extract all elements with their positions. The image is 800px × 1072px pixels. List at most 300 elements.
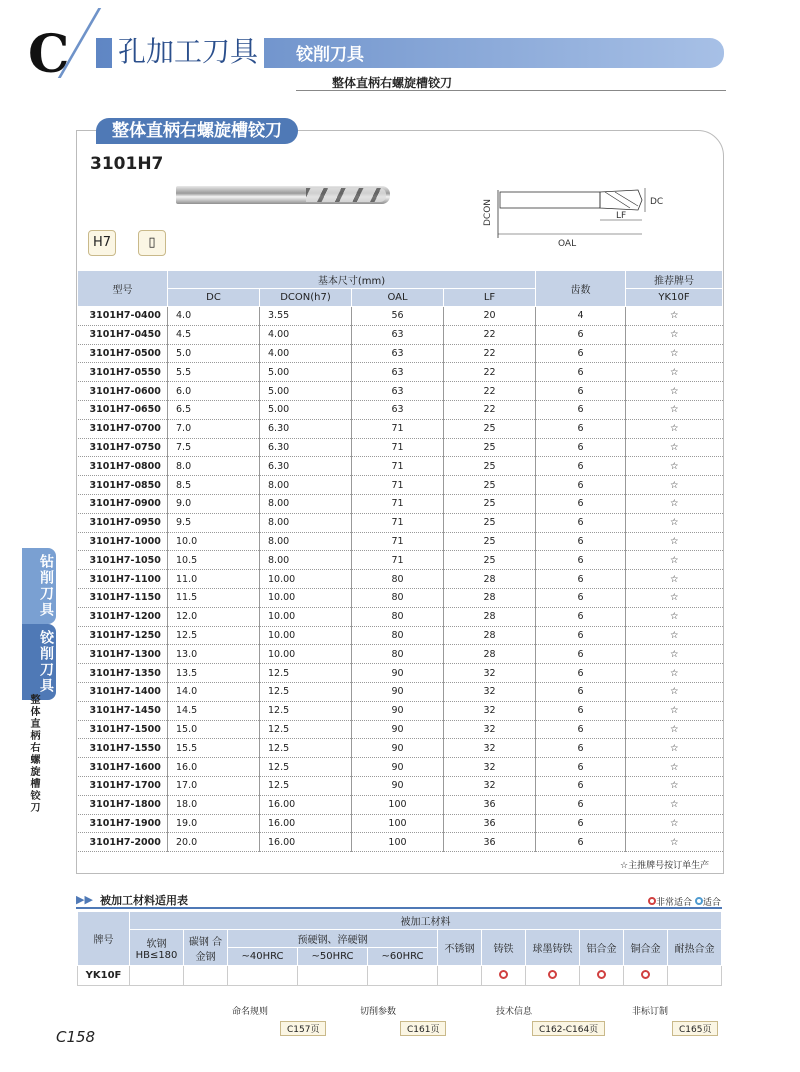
chapter-letter: C xyxy=(28,24,70,85)
table-cell: 4.0 xyxy=(168,307,260,326)
table-cell: ☆ xyxy=(626,664,723,683)
ref-tech-label: 技术信息 xyxy=(496,1007,533,1017)
table-cell: 3101H7-0950 xyxy=(78,513,168,532)
table-cell: 25 xyxy=(444,419,536,438)
table-cell: 12.5 xyxy=(260,682,352,701)
arrow-icon: ▶▶ xyxy=(76,893,93,906)
materials-cell xyxy=(228,966,298,986)
col-dc: DC xyxy=(168,289,260,307)
table-cell: 12.0 xyxy=(168,607,260,626)
table-cell: 4.00 xyxy=(260,325,352,344)
table-cell: 71 xyxy=(352,532,444,551)
dimension-diagram xyxy=(470,180,670,250)
table-cell: 8.0 xyxy=(168,457,260,476)
table-row xyxy=(78,701,723,720)
table-cell: 6.30 xyxy=(260,457,352,476)
header-divider xyxy=(296,90,726,91)
table-cell: 5.5 xyxy=(168,363,260,382)
table-cell: 6 xyxy=(536,739,626,758)
table-cell: 10.00 xyxy=(260,570,352,589)
table-cell: ☆ xyxy=(626,814,723,833)
table-cell: 25 xyxy=(444,532,536,551)
table-cell: 90 xyxy=(352,758,444,777)
table-cell: ☆ xyxy=(626,382,723,401)
table-cell: ☆ xyxy=(626,701,723,720)
table-cell: 71 xyxy=(352,513,444,532)
table-cell: ☆ xyxy=(626,776,723,795)
table-cell: 6.0 xyxy=(168,382,260,401)
table-cell: 28 xyxy=(444,607,536,626)
table-cell: ☆ xyxy=(626,645,723,664)
table-cell: 3101H7-1800 xyxy=(78,795,168,814)
table-cell: 7.0 xyxy=(168,419,260,438)
table-cell: 80 xyxy=(352,570,444,589)
table-row xyxy=(78,382,723,401)
table-cell: 6 xyxy=(536,382,626,401)
materials-cell xyxy=(624,966,668,986)
table-cell: ☆ xyxy=(626,438,723,457)
ref-custom[interactable] xyxy=(632,1004,718,1036)
table-cell: ☆ xyxy=(626,419,723,438)
table-cell: 3101H7-0800 xyxy=(78,457,168,476)
table-cell: 6 xyxy=(536,664,626,683)
materials-cell xyxy=(580,966,624,986)
table-cell: 3101H7-1700 xyxy=(78,776,168,795)
table-cell: 6 xyxy=(536,400,626,419)
table-cell: 100 xyxy=(352,833,444,852)
table-cell: 6 xyxy=(536,344,626,363)
table-cell: 6 xyxy=(536,626,626,645)
table-cell: 6 xyxy=(536,701,626,720)
materials-cell xyxy=(438,966,482,986)
table-cell: 22 xyxy=(444,363,536,382)
materials-table xyxy=(77,911,722,986)
subsection-title: 整体直柄右螺旋槽铰刀 xyxy=(332,76,453,90)
table-cell: 32 xyxy=(444,664,536,683)
table-row xyxy=(78,513,723,532)
table-row xyxy=(78,419,723,438)
col-basic-dims: 基本尺寸(mm) xyxy=(168,271,536,289)
materials-title: 被加工材料适用表 xyxy=(100,894,188,907)
very-suitable-icon xyxy=(548,970,557,979)
table-cell: ☆ xyxy=(626,758,723,777)
very-suitable-icon xyxy=(499,970,508,979)
table-cell: 25 xyxy=(444,457,536,476)
table-cell: 15.0 xyxy=(168,720,260,739)
legend-ok-label: 适合 xyxy=(702,898,721,908)
table-cell: ☆ xyxy=(626,795,723,814)
table-row xyxy=(78,532,723,551)
table-cell: 6.30 xyxy=(260,419,352,438)
table-cell: 6 xyxy=(536,607,626,626)
table-cell: 63 xyxy=(352,325,444,344)
table-cell: 4 xyxy=(536,307,626,326)
product-section-pill: 整体直柄右螺旋槽铰刀 xyxy=(96,118,298,144)
table-cell: 11.0 xyxy=(168,570,260,589)
table-cell: 3101H7-1200 xyxy=(78,607,168,626)
table-cell: ☆ xyxy=(626,400,723,419)
table-row xyxy=(78,664,723,683)
table-cell: 6 xyxy=(536,438,626,457)
table-cell: 12.5 xyxy=(260,776,352,795)
table-cell: 3101H7-1400 xyxy=(78,682,168,701)
table-cell: 90 xyxy=(352,701,444,720)
table-cell: 16.00 xyxy=(260,795,352,814)
mat-row-grade: YK10F xyxy=(78,966,130,986)
table-cell: 3101H7-1100 xyxy=(78,570,168,589)
table-row xyxy=(78,682,723,701)
h7-badge: H7 xyxy=(88,230,116,256)
materials-cell xyxy=(130,966,184,986)
table-cell: 32 xyxy=(444,682,536,701)
table-cell: 12.5 xyxy=(260,701,352,720)
table-cell: 10.0 xyxy=(168,532,260,551)
table-cell: 6 xyxy=(536,645,626,664)
ref-tech-page[interactable]: C162-C164页 xyxy=(532,1021,605,1036)
table-cell: 6 xyxy=(536,363,626,382)
table-cell: 3101H7-1550 xyxy=(78,739,168,758)
table-cell: 6.5 xyxy=(168,400,260,419)
table-cell: 71 xyxy=(352,457,444,476)
table-cell: 8.00 xyxy=(260,532,352,551)
table-cell: 4.00 xyxy=(260,344,352,363)
table-cell: 36 xyxy=(444,833,536,852)
table-cell: ☆ xyxy=(626,570,723,589)
table-cell: 63 xyxy=(352,363,444,382)
table-cell: 6 xyxy=(536,758,626,777)
table-cell: 3101H7-0400 xyxy=(78,307,168,326)
table-cell: 80 xyxy=(352,588,444,607)
ref-cutting[interactable] xyxy=(360,1004,446,1036)
page-number: C158 xyxy=(56,1028,96,1046)
table-row xyxy=(78,814,723,833)
table-cell: 5.00 xyxy=(260,382,352,401)
table-cell: 80 xyxy=(352,645,444,664)
table-cell: 22 xyxy=(444,344,536,363)
table-cell: 3101H7-0650 xyxy=(78,400,168,419)
very-suitable-icon xyxy=(597,970,606,979)
table-cell: 8.00 xyxy=(260,476,352,495)
table-cell: 3101H7-0900 xyxy=(78,494,168,513)
shank-icon: ▯ xyxy=(138,230,166,256)
table-cell: 10.5 xyxy=(168,551,260,570)
reamer-image xyxy=(176,186,390,204)
table-row xyxy=(78,344,723,363)
table-row xyxy=(78,758,723,777)
table-cell: 80 xyxy=(352,607,444,626)
materials-cell xyxy=(184,966,228,986)
chapter-title: 孔加工刀具 xyxy=(112,30,264,70)
legend-very-label: 非常适合 xyxy=(656,898,693,908)
table-cell: 6 xyxy=(536,720,626,739)
very-suitable-icon xyxy=(648,897,656,905)
table-row xyxy=(78,626,723,645)
table-row xyxy=(78,645,723,664)
table-row xyxy=(78,438,723,457)
table-cell: ☆ xyxy=(626,720,723,739)
table-cell: 56 xyxy=(352,307,444,326)
table-cell: 90 xyxy=(352,720,444,739)
materials-cell xyxy=(298,966,368,986)
ref-naming-page[interactable]: C157页 xyxy=(280,1021,326,1036)
recommend-note: ☆主推牌号按订单生产 xyxy=(620,861,710,871)
table-row xyxy=(78,720,723,739)
table-cell: 3.55 xyxy=(260,307,352,326)
oal-label: OAL xyxy=(558,239,577,249)
table-cell: 6 xyxy=(536,776,626,795)
table-cell: 3101H7-0600 xyxy=(78,382,168,401)
table-cell: 36 xyxy=(444,814,536,833)
spec-table xyxy=(77,270,723,852)
table-cell: 22 xyxy=(444,400,536,419)
table-cell: 25 xyxy=(444,438,536,457)
mat-col-stainless: 不锈钢 xyxy=(438,930,482,966)
table-cell: 100 xyxy=(352,814,444,833)
table-cell: 19.0 xyxy=(168,814,260,833)
ref-naming[interactable] xyxy=(232,1004,326,1036)
table-cell: 25 xyxy=(444,476,536,495)
table-cell: 20.0 xyxy=(168,833,260,852)
table-cell: 10.00 xyxy=(260,588,352,607)
table-cell: 16.00 xyxy=(260,814,352,833)
mat-col-ductile-iron: 球墨铸铁 xyxy=(526,930,580,966)
table-cell: 28 xyxy=(444,588,536,607)
mat-col-50hrc: ~50HRC xyxy=(298,948,368,966)
col-dcon: DCON(h7) xyxy=(260,289,352,307)
table-row xyxy=(78,363,723,382)
table-cell: 71 xyxy=(352,494,444,513)
table-cell: 3101H7-1050 xyxy=(78,551,168,570)
table-cell: 9.5 xyxy=(168,513,260,532)
mat-grade-header: 牌号 xyxy=(78,912,130,966)
table-cell: 25 xyxy=(444,513,536,532)
table-cell: 100 xyxy=(352,795,444,814)
table-cell: 6 xyxy=(536,588,626,607)
table-cell: ☆ xyxy=(626,494,723,513)
table-cell: 3101H7-1900 xyxy=(78,814,168,833)
table-cell: ☆ xyxy=(626,607,723,626)
table-cell: 3101H7-1450 xyxy=(78,701,168,720)
table-cell: 6 xyxy=(536,476,626,495)
table-cell: 90 xyxy=(352,776,444,795)
table-cell: ☆ xyxy=(626,476,723,495)
table-cell: ☆ xyxy=(626,532,723,551)
mat-col-40hrc: ~40HRC xyxy=(228,948,298,966)
table-row xyxy=(78,307,723,326)
table-cell: 6 xyxy=(536,494,626,513)
ref-naming-label: 命名规则 xyxy=(232,1007,269,1017)
table-cell: 3101H7-1000 xyxy=(78,532,168,551)
table-cell: 6 xyxy=(536,570,626,589)
table-cell: 6 xyxy=(536,833,626,852)
table-cell: 3101H7-1600 xyxy=(78,758,168,777)
table-cell: 11.5 xyxy=(168,588,260,607)
table-cell: ☆ xyxy=(626,325,723,344)
table-cell: 10.00 xyxy=(260,626,352,645)
mat-col-60hrc: ~60HRC xyxy=(368,948,438,966)
table-row xyxy=(78,476,723,495)
mat-group-header: 被加工材料 xyxy=(130,912,722,930)
table-cell: 32 xyxy=(444,776,536,795)
materials-cell xyxy=(668,966,722,986)
table-cell: 28 xyxy=(444,626,536,645)
table-row xyxy=(78,776,723,795)
table-row xyxy=(78,400,723,419)
table-cell: 16.00 xyxy=(260,833,352,852)
mat-col-soft-steel: 软钢 HB≤180 xyxy=(130,930,184,966)
ref-cutting-label: 切削参数 xyxy=(360,1007,397,1017)
mat-col-carbon-steel: 碳钢 合金钢 xyxy=(184,930,228,966)
table-cell: 3101H7-1300 xyxy=(78,645,168,664)
table-cell: 6.30 xyxy=(260,438,352,457)
table-cell: ☆ xyxy=(626,739,723,758)
table-cell: 25 xyxy=(444,551,536,570)
table-row xyxy=(78,607,723,626)
table-cell: 3101H7-0450 xyxy=(78,325,168,344)
table-cell: 3101H7-0750 xyxy=(78,438,168,457)
table-cell: 14.5 xyxy=(168,701,260,720)
col-lf: LF xyxy=(444,289,536,307)
table-cell: 6 xyxy=(536,682,626,701)
table-cell: 5.00 xyxy=(260,363,352,382)
table-row xyxy=(78,457,723,476)
lf-label: LF xyxy=(616,211,627,221)
col-model: 型号 xyxy=(78,271,168,307)
table-cell: ☆ xyxy=(626,682,723,701)
table-cell: 8.00 xyxy=(260,551,352,570)
table-cell: 10.00 xyxy=(260,607,352,626)
table-row xyxy=(78,551,723,570)
very-suitable-icon xyxy=(641,970,650,979)
table-cell: 3101H7-0500 xyxy=(78,344,168,363)
section-title: 铰削刀具 xyxy=(296,45,364,65)
ref-custom-label: 非标订制 xyxy=(632,1007,669,1017)
table-cell: ☆ xyxy=(626,307,723,326)
table-cell: 8.5 xyxy=(168,476,260,495)
side-subtitle: 整体直柄右螺旋槽铰刀 xyxy=(28,694,39,814)
table-cell: 3101H7-1500 xyxy=(78,720,168,739)
table-row xyxy=(78,325,723,344)
table-cell: 90 xyxy=(352,739,444,758)
model-title: 3101H7 xyxy=(90,154,164,174)
mat-col-aluminum: 铝合金 xyxy=(580,930,624,966)
table-cell: 12.5 xyxy=(168,626,260,645)
table-cell: 5.00 xyxy=(260,400,352,419)
table-cell: 5.0 xyxy=(168,344,260,363)
table-row xyxy=(78,588,723,607)
flute-decoration xyxy=(306,188,386,202)
table-cell: 6 xyxy=(536,457,626,476)
side-tab-drilling[interactable]: 钻削刀具 xyxy=(22,548,56,624)
table-cell: 3101H7-2000 xyxy=(78,833,168,852)
table-cell: 6 xyxy=(536,795,626,814)
suitable-icon xyxy=(695,897,703,905)
mat-col-cast-iron: 铸铁 xyxy=(482,930,526,966)
table-cell: 18.0 xyxy=(168,795,260,814)
table-cell: ☆ xyxy=(626,457,723,476)
table-cell: 6 xyxy=(536,513,626,532)
table-cell: 6 xyxy=(536,814,626,833)
table-cell: 3101H7-0850 xyxy=(78,476,168,495)
table-cell: ☆ xyxy=(626,363,723,382)
spec-table-body xyxy=(78,307,723,852)
table-cell: 3101H7-1150 xyxy=(78,588,168,607)
table-cell: ☆ xyxy=(626,551,723,570)
table-cell: 20 xyxy=(444,307,536,326)
table-cell: 3101H7-1250 xyxy=(78,626,168,645)
table-cell: 12.5 xyxy=(260,720,352,739)
table-cell: 8.00 xyxy=(260,513,352,532)
materials-cell xyxy=(526,966,580,986)
table-cell: 6 xyxy=(536,419,626,438)
table-cell: 3101H7-0550 xyxy=(78,363,168,382)
table-cell: 28 xyxy=(444,570,536,589)
table-cell: 22 xyxy=(444,325,536,344)
materials-cell xyxy=(368,966,438,986)
table-cell: 80 xyxy=(352,626,444,645)
table-cell: 12.5 xyxy=(260,739,352,758)
table-cell: 9.0 xyxy=(168,494,260,513)
table-cell: 28 xyxy=(444,645,536,664)
table-cell: 8.00 xyxy=(260,494,352,513)
dcon-label: DCON xyxy=(483,198,493,226)
ref-cutting-page[interactable]: C161页 xyxy=(400,1021,446,1036)
page-header xyxy=(0,0,800,100)
table-cell: 6 xyxy=(536,532,626,551)
materials-cell xyxy=(482,966,526,986)
table-cell: 6 xyxy=(536,551,626,570)
side-tab-reaming[interactable]: 铰削刀具 xyxy=(22,624,56,700)
table-row xyxy=(78,570,723,589)
table-cell: ☆ xyxy=(626,588,723,607)
table-row xyxy=(78,494,723,513)
table-cell: 15.5 xyxy=(168,739,260,758)
table-cell: 25 xyxy=(444,494,536,513)
table-cell: 71 xyxy=(352,438,444,457)
table-cell: 63 xyxy=(352,382,444,401)
ref-tech[interactable] xyxy=(496,1004,605,1036)
table-cell: 71 xyxy=(352,419,444,438)
table-cell: 32 xyxy=(444,701,536,720)
table-cell: ☆ xyxy=(626,626,723,645)
table-cell: 3101H7-0700 xyxy=(78,419,168,438)
ref-custom-page[interactable]: C165页 xyxy=(672,1021,718,1036)
table-cell: 14.0 xyxy=(168,682,260,701)
col-teeth: 齿数 xyxy=(536,271,626,307)
mat-col-copper: 铜合金 xyxy=(624,930,668,966)
mat-col-heat-resistant: 耐热合金 xyxy=(668,930,722,966)
table-cell: 71 xyxy=(352,476,444,495)
table-cell: 22 xyxy=(444,382,536,401)
table-cell: 13.0 xyxy=(168,645,260,664)
table-cell: 32 xyxy=(444,739,536,758)
table-cell: ☆ xyxy=(626,513,723,532)
table-cell: 63 xyxy=(352,400,444,419)
materials-row xyxy=(78,966,722,986)
table-cell: 90 xyxy=(352,664,444,683)
table-cell: ☆ xyxy=(626,833,723,852)
table-cell: 16.0 xyxy=(168,758,260,777)
table-cell: 90 xyxy=(352,682,444,701)
table-cell: 63 xyxy=(352,344,444,363)
table-cell: 12.5 xyxy=(260,758,352,777)
table-row xyxy=(78,795,723,814)
col-recommend: 推荐牌号 xyxy=(626,271,723,289)
table-cell: 4.5 xyxy=(168,325,260,344)
table-cell: 6 xyxy=(536,325,626,344)
table-cell: 7.5 xyxy=(168,438,260,457)
table-cell: 17.0 xyxy=(168,776,260,795)
